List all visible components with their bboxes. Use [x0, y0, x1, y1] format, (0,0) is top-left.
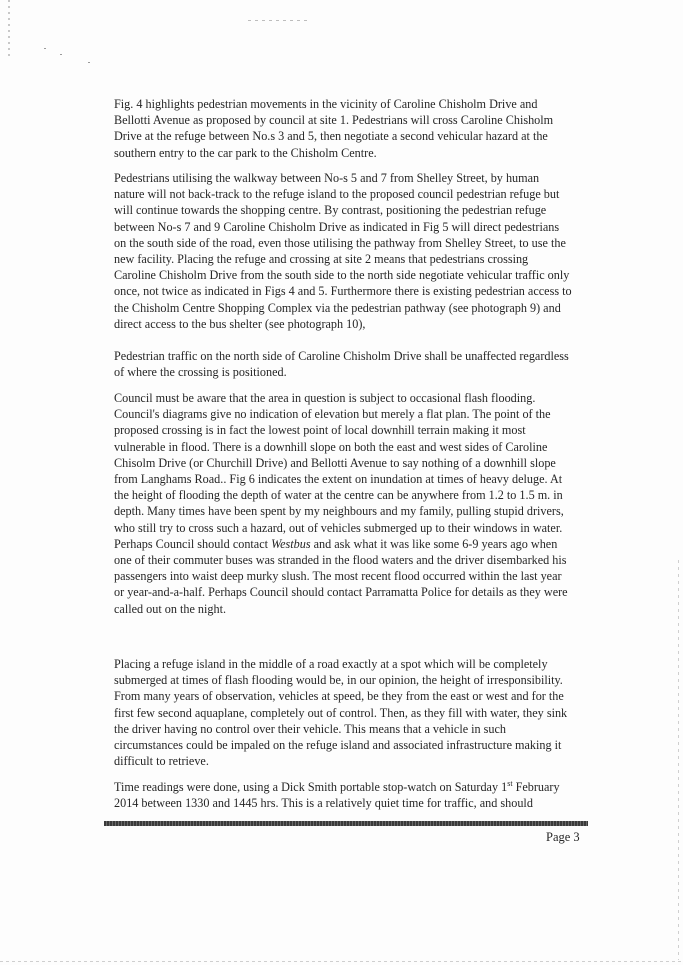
text-line: direct access to the bus shelter (see photograph 10),	[114, 316, 366, 331]
text-line: Drive at the refuge between No.s 3 and 5, then negotiate a second vehicular hazard at the	[114, 129, 548, 144]
ordinal-superscript: st	[507, 779, 513, 788]
paragraph-fig4-pedestrian-movements	[114, 96, 586, 161]
text-line: will continue towards the shopping centre. By contrast, positioning the pedestrian refuge	[114, 203, 547, 218]
text-line: between No-s 7 and 9 Caroline Chisholm Drive as indicated in Fig 5 will direct pedestrians	[114, 219, 560, 234]
text-line: called out on the night.	[114, 601, 227, 616]
text-line: Council must be aware that the area in question is subject to occasional flash flooding.	[114, 391, 536, 405]
text-line: southern entry to the car park to the Chisholm Centre.	[114, 145, 377, 160]
text-line: 2014 between 1330 and 1445 hrs. This is a relatively quiet time for traffic, and should	[114, 796, 533, 811]
text-line: the driver having no control over their vehicle. This means that a vehicle in such	[114, 721, 507, 736]
paragraph-flash-flooding	[114, 390, 586, 617]
text-line: Placing a refuge island in the middle of a road exactly at a spot which will be completely	[114, 657, 548, 671]
text-segment: February	[512, 780, 560, 795]
scan-speck	[44, 48, 46, 49]
text-line: submerged at times of flash flooding would be, in our opinion, the height of irresponsibility.	[114, 673, 563, 688]
text-line: nature will not back-track to the refuge island to the proposed council pedestrian refuge but	[114, 187, 560, 202]
text-line: the Chisholm Centre Shopping Complex via the pedestrian pathway (see photograph 9) and	[114, 300, 561, 315]
text-line: circumstances could be impaled on the refuge island and associated infrastructure making it	[114, 738, 562, 753]
paragraph-walkway-refuge-positioning	[114, 170, 586, 332]
scan-artifact-top	[248, 20, 308, 21]
paragraph-time-readings	[114, 776, 586, 811]
text-line: Chisolm Drive (or Churchill Drive) and Bellotti Avenue to say nothing of a downhill slope	[114, 455, 556, 470]
text-line: Caroline Chisholm Drive from the south side to the north side negotiate vehicular traffic only	[114, 268, 570, 283]
text-line: depth. Many times have been spent by my neighbours and my family, pulling stupid drivers,	[114, 504, 564, 519]
text-line: on the south side of the road, even those utilising the pathway from Shelley Street, to use the	[114, 235, 566, 250]
text-line: Pedestrian traffic on the north side of Caroline Chisholm Drive shall be unaffected regardless	[114, 349, 569, 363]
text-line: Council's diagrams give no indication of elevation but merely a flat plan. The point of the	[114, 407, 551, 422]
text-line: from Langhams Road.. Fig 6 indicates the extent on inundation at times of heavy deluge. At	[114, 472, 563, 487]
text-line-westbus	[114, 536, 586, 552]
paragraph-refuge-island-risk	[114, 656, 586, 769]
text-line: the height of flooding the depth of water at the centre can be anywhere from 1.2 to 1.5 m. in	[114, 488, 563, 503]
scan-speck	[88, 62, 90, 63]
text-segment: Perhaps Council should contact	[114, 536, 272, 551]
text-line: once, not twice as indicated in Figs 4 and 5. Furthermore there is existing pedestrian access to	[114, 284, 572, 299]
scan-artifact-left	[8, 0, 10, 60]
text-line: one of their commuter buses was stranded in the flood waters and the driver disembarked his	[114, 553, 567, 568]
paragraph-north-side-traffic	[114, 348, 586, 380]
text-segment: and ask what it was like some 6-9 years ago when	[310, 536, 558, 551]
text-line: difficult to retrieve.	[114, 754, 209, 769]
text-line: vulnerable in flood. There is a downhill slope on both the east and west sides of Caroline	[114, 439, 548, 454]
text-line: of where the crossing is positioned.	[114, 365, 287, 380]
text-line: Fig. 4 highlights pedestrian movements in the vicinity of Caroline Chisholm Drive and	[114, 97, 538, 111]
page-number: Page 3	[546, 830, 580, 844]
footer-rule	[104, 821, 588, 826]
text-line: From many years of observation, vehicles at speed, be they from the east or west and for the	[114, 689, 564, 704]
text-line: passengers into waist deep murky slush. The most recent flood occurred within the last year	[114, 569, 562, 584]
text-line: first few second aquaplane, completely out of control. Then, as they fill with water, they sink	[114, 705, 568, 720]
text-line-date	[114, 776, 586, 795]
text-line: or year-and-a-half. Perhaps Council should contact Parramatta Police for details as they were	[114, 585, 568, 600]
text-line: Bellotti Avenue as proposed by council at site 1. Pedestrians will cross Caroline Chisholm	[114, 113, 554, 128]
scan-edge-bottom	[0, 961, 683, 962]
text-line: proposed crossing is in fact the lowest point of local downhill terrain making it most	[114, 423, 526, 438]
scan-speck	[60, 54, 62, 55]
scan-edge-right	[678, 560, 679, 960]
westbus-emphasis: Westbus	[271, 536, 311, 551]
text-line: who still try to cross such a hazard, out of vehicles submerged up to their windows in water.	[114, 520, 563, 535]
text-segment: Time readings were done, using a Dick Smith portable stop-watch on Saturday 1	[114, 780, 508, 795]
text-line: new facility. Placing the refuge and crossing at site 2 means that pedestrians crossing	[114, 252, 529, 267]
text-line: Pedestrians utilising the walkway between No-s 5 and 7 from Shelley Street, by human	[114, 171, 540, 185]
